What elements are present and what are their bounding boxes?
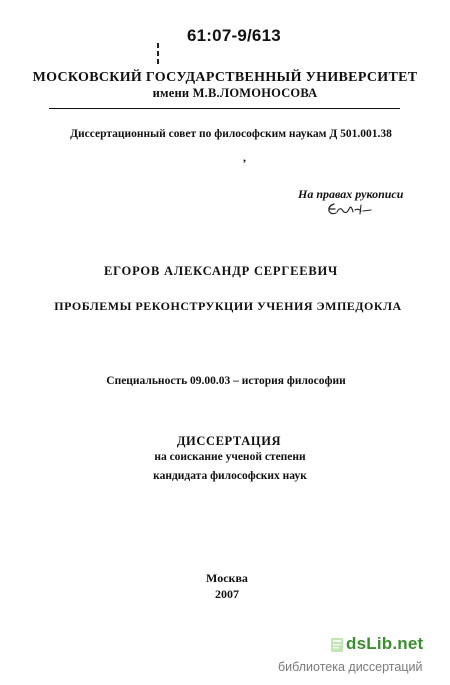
top-divider [49,108,400,109]
handwritten-signature [325,200,373,218]
stray-mark: , [243,150,246,164]
dissertation-title: ПРОБЛЕМЫ РЕКОНСТРУКЦИИ УЧЕНИЯ ЭМПЕДОКЛА [54,299,402,313]
city: Москва [206,571,248,585]
university-name: МОСКОВСКИЙ ГОСУДАРСТВЕННЫЙ УНИВЕРСИТЕТ [32,70,418,85]
degree-line-2: кандидата философских наук [153,470,307,482]
dissertation-council: Диссертационный совет по философским наукам Д 501.001.38 [70,128,392,140]
watermark-logo: dsLib.net [346,634,424,653]
document-type-heading: ДИССЕРТАЦИЯ [176,434,282,448]
author-name: ЕГОРОВ АЛЕКСАНДР СЕРГЕЕВИЧ [103,264,339,278]
university-named-after: имени М.В.ЛОМОНОСОВА [152,86,318,100]
shelfmark-code: 61:07-9/613 [187,26,281,45]
year: 2007 [215,587,239,601]
specialty-line: Специальность 09.00.03 – история философии [106,375,346,387]
watermark-subtitle: библиотека диссертаций [278,660,423,674]
archive-tick-marks [157,43,163,65]
dslib-watermark [276,634,446,680]
book-icon [330,637,344,653]
degree-line-1: на соискание ученой степени [154,451,306,463]
manuscript-rights-note: На правах рукописи [298,187,404,201]
